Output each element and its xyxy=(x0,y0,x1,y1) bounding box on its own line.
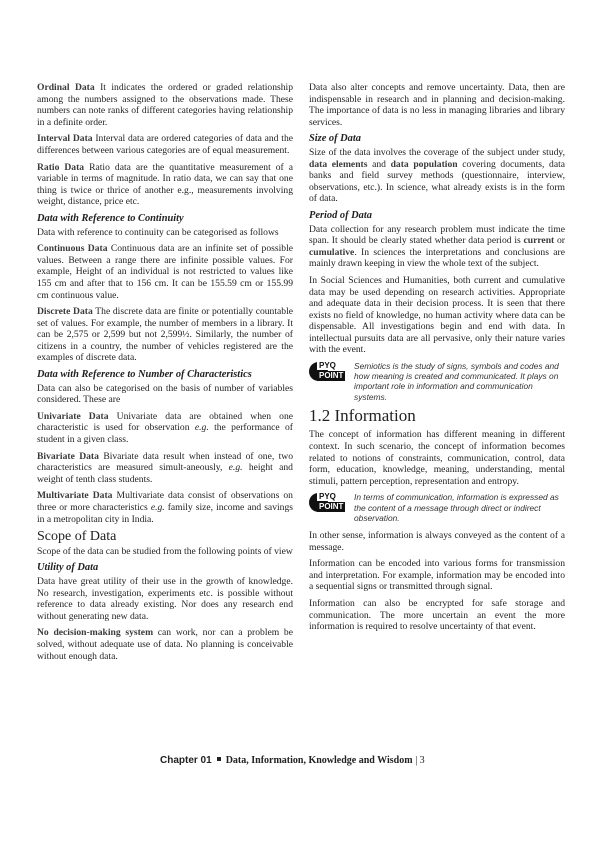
continuous-data-paragraph xyxy=(37,243,293,301)
continuity-intro: Data with reference to continuity can be categorised as follows xyxy=(37,226,279,238)
ratio-data-paragraph xyxy=(37,162,293,208)
information-concept-paragraph: The concept of information has different meaning in different context. In such scenario, the concept of information becomes related to notions of constraints, communication, control, data form, education, knowledge, meaning, understanding, mental stimuli, pattern perception, representation and entropy. xyxy=(309,429,565,487)
encoded-paragraph: Information can be encoded into various forms for transmission and interpretation. For example, information may be encoded into a sequential signs or transmitted through signal. xyxy=(309,558,565,593)
point-label: POINT xyxy=(319,371,344,381)
discrete-data-paragraph xyxy=(37,306,293,364)
multivariate-eg: e.g. xyxy=(150,502,165,513)
bivariate-data-text-b: height and weight of tenth class students. xyxy=(37,462,293,485)
page-footer xyxy=(160,755,425,766)
interval-data-text: Interval data are ordered categories of data and the differences between various categories are of equal measurement. xyxy=(37,133,293,156)
size-heading: Size of Data xyxy=(309,133,361,145)
discrete-data-text: The discrete data are finite or potentially countable set of values. For example, the number of members in a library. It can be 2,575 or 2,599 but not 2,599½. Similarly, the number of citizens in a country, the number of vehicles registered are the examples of discrete data. xyxy=(37,306,294,364)
ratio-data-lead: Ratio Data xyxy=(37,161,85,173)
discrete-data-lead: Discrete Data xyxy=(37,306,93,318)
characteristics-heading: Data with Reference to Number of Characteristics xyxy=(37,369,252,381)
univariate-data-paragraph xyxy=(37,411,293,446)
univariate-data-lead: Univariate Data xyxy=(37,410,109,422)
interval-data-lead: Interval Data xyxy=(37,133,93,145)
size-text-a: Size of the data involves the coverage of the subject under study, xyxy=(309,146,565,158)
univariate-data-text-b: the performance of student in a given class. xyxy=(37,422,293,446)
multivariate-data-paragraph xyxy=(37,490,293,525)
decision-text: can work, nor can a problem be solved, without adequate use of data. No planning is conceivable without enough data. xyxy=(37,627,293,662)
footer-divider: | xyxy=(415,755,418,766)
continuous-data-text: Continuous data are an infinite set of possible values. Between a range there are infinite possible values. For example, Height of an individual is not restricted to values like 155 cm and after that to 156 cm. It can be 155.59 cm or 155.99 cm continuous value. xyxy=(37,243,293,301)
period-text-c: . In sciences the interpretations and conclusions are mainly drawn keeping in view the whole text of the subject. xyxy=(309,246,565,270)
current-term: current xyxy=(523,235,555,247)
ordinal-data-lead: Ordinal Data xyxy=(37,82,95,93)
pyq-point-semiotics xyxy=(309,361,565,402)
information-heading: 1.2 Information xyxy=(309,405,416,425)
bivariate-eg: e.g. xyxy=(228,462,243,474)
decision-lead: No decision-making system xyxy=(37,627,154,639)
period-paragraph xyxy=(309,224,565,270)
data-elements-term: data elements xyxy=(309,158,368,170)
pyq-label: PYQ xyxy=(319,492,336,502)
pyq-text: Semiotics is the study of signs, symbols and codes and how meaning is created and communicated. It plays on important role in information and communication systems. xyxy=(354,361,559,402)
period-heading: Period of Data xyxy=(309,209,372,221)
pyq-text: In terms of communication, information is expressed as the content of a message through direct or indirect observation. xyxy=(354,492,559,523)
multivariate-data-lead: Multivariate Data xyxy=(37,490,113,502)
size-paragraph xyxy=(309,147,565,205)
bivariate-data-text: Bivariate data result when instead of one, two characteristics are measured simult-aneously, xyxy=(37,450,294,474)
pyq-point-badge xyxy=(309,492,351,514)
data-intro-paragraph: Data also alter concepts and remove uncertainty. Data, then are indispensable in research and in planning and decision-making. The importance of data is no less in managing libraries and library services. xyxy=(309,82,565,128)
right-column xyxy=(309,82,565,638)
social-sciences-paragraph: In Social Sciences and Humanities, both current and cumulative data may be used depending on research activities. Appropriate and adequate data in their decision process. It is seen that there exists no field of knowledge, no human activity where data can be dispensable. All investigations begin and end with data. In intellectual pursuits data are all pervasive, only their nature varies with the event. xyxy=(309,274,565,356)
footer-title: Data, Information, Knowledge and Wisdom xyxy=(225,755,413,766)
scope-intro: Scope of the data can be studied from the following points of view xyxy=(37,545,293,557)
size-text-b: and xyxy=(367,158,391,170)
utility-paragraph: Data have great utility of their use in the growth of knowledge. No research, investigation, experiments etc. is possible without reference to data already existing. Nor does any research end without generating new data. xyxy=(37,575,293,622)
bivariate-data-paragraph xyxy=(37,451,293,486)
decision-paragraph xyxy=(37,627,293,662)
continuous-data-lead: Continuous Data xyxy=(37,243,108,255)
multivariate-data-text: Multivariate data consist of observations on three or more characteristics xyxy=(37,490,293,513)
scope-heading: Scope of Data xyxy=(37,529,117,545)
data-population-term: data population xyxy=(390,158,458,170)
footer-chapter: Chapter 01 xyxy=(160,755,212,766)
pyq-point-badge xyxy=(309,361,351,383)
ordinal-data-paragraph xyxy=(37,82,293,128)
univariate-eg: e.g. xyxy=(194,422,209,434)
pyq-label: PYQ xyxy=(319,361,336,371)
page-number: 3 xyxy=(419,755,425,766)
left-column xyxy=(37,82,293,667)
other-sense-paragraph: In other sense, information is always conveyed as the content of a message. xyxy=(309,530,565,553)
pyq-point-communication xyxy=(309,492,565,523)
utility-heading: Utility of Data xyxy=(37,562,99,574)
encrypted-paragraph: Information can also be encrypted for safe storage and communication. The more uncertain an event the more information is required to resolve uncertainty of that event. xyxy=(309,598,565,633)
point-label: POINT xyxy=(319,502,344,512)
cumulative-term: cumulative xyxy=(309,246,355,258)
characteristics-intro: Data can also be categorised on the basis of number of variables considered. These are xyxy=(37,382,293,406)
bullet-icon xyxy=(217,757,221,761)
period-text-a: Data collection for any research problem must indicate the time span. It should be clearly stated whether data period is xyxy=(309,223,565,247)
ordinal-data-text: It indicates the ordered or graded relationship among the numbers assigned to the observations made. These numbers can note ranks of different categories having relationship in a definite order. xyxy=(37,82,294,128)
size-text-c: covering documents, data banks and field survey methods (questionnaire, interview, observations, etc.). In science, what already exists is in the form of data. xyxy=(309,158,565,205)
ratio-data-text: Ratio data are the quantitative measurement of a variable in terms of magnitude. In ratio data, we can say that one thing is twice or thrice of another e.g., measurements involving weight, distance, price etc. xyxy=(37,161,293,208)
period-text-b: or xyxy=(554,235,566,247)
continuity-heading: Data with Reference to Continuity xyxy=(37,212,184,224)
bivariate-data-lead: Bivariate Data xyxy=(37,450,99,462)
multivariate-data-text-b: family size, income and savings in a metropolitan city in India. xyxy=(37,502,293,525)
interval-data-paragraph xyxy=(37,133,293,156)
univariate-data-text: Univariate data are obtained when one characteristic is used for observation xyxy=(37,410,293,434)
